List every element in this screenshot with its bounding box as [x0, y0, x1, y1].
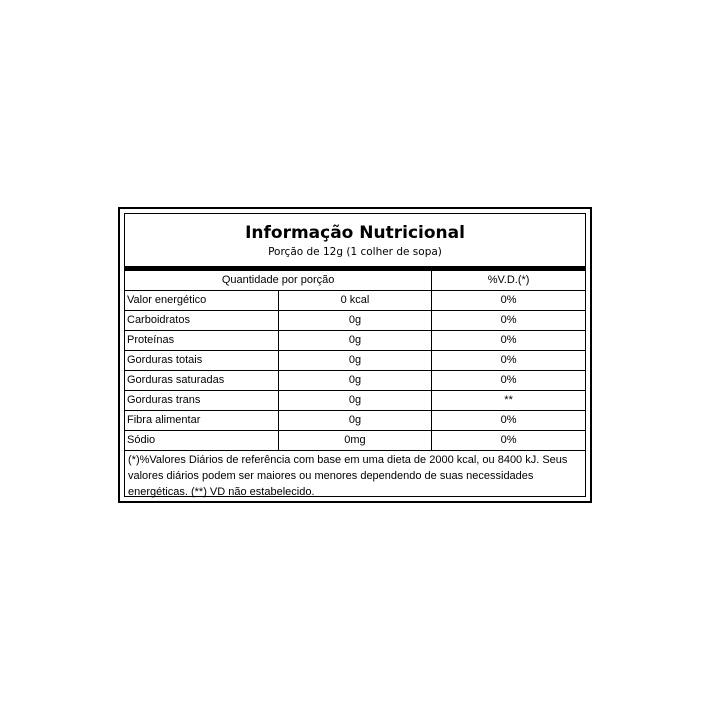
table-row	[125, 431, 585, 451]
label-header	[125, 214, 585, 271]
nutrient-amount: 0g	[278, 331, 431, 351]
table-row	[125, 331, 585, 351]
nutrient-dv: **	[432, 391, 585, 411]
table-row	[125, 311, 585, 331]
nutrient-name: Gorduras saturadas	[125, 371, 278, 391]
nutrient-amount: 0g	[278, 351, 431, 371]
nutrient-dv: 0%	[432, 371, 585, 391]
quantity-header: Quantidade por porção	[125, 271, 432, 291]
nutrient-name: Proteínas	[125, 331, 278, 351]
nutrient-name: Fibra alimentar	[125, 411, 278, 431]
nutrient-name: Gorduras trans	[125, 391, 278, 411]
table-row	[125, 351, 585, 371]
nutrient-dv: 0%	[432, 411, 585, 431]
table-row	[125, 291, 585, 311]
nutrient-dv: 0%	[432, 291, 585, 311]
nutrient-amount: 0mg	[278, 431, 431, 451]
nutrition-table	[125, 271, 585, 451]
nutrient-amount: 0g	[278, 411, 431, 431]
nutrient-name: Gorduras totais	[125, 351, 278, 371]
table-row	[125, 371, 585, 391]
nutrient-dv: 0%	[432, 331, 585, 351]
nutrient-dv: 0%	[432, 351, 585, 371]
dv-header: %V.D.(*)	[432, 271, 585, 291]
footnote: (*)%Valores Diários de referência com base em uma dieta de 2000 kcal, ou 8400 kJ. Seus valores diários podem ser maiores ou menores dependendo de suas necessidades energéticas. (**) VD não estabelecido.	[128, 454, 568, 498]
nutrient-name: Valor energético	[125, 291, 278, 311]
nutrient-name: Carboidratos	[125, 311, 278, 331]
nutrient-dv: 0%	[432, 311, 585, 331]
nutrient-amount: 0g	[278, 371, 431, 391]
table-header-row	[125, 271, 585, 291]
nutrient-dv: 0%	[432, 431, 585, 451]
nutrition-facts-inner-border	[124, 213, 586, 497]
label-title: Informação Nutricional	[245, 223, 465, 243]
portion-size: Porção de 12g (1 colher de sopa)	[268, 246, 442, 258]
table-row	[125, 391, 585, 411]
nutrient-name: Sódio	[125, 431, 278, 451]
table-row	[125, 411, 585, 431]
nutrition-facts-label	[118, 207, 592, 503]
nutrient-amount: 0g	[278, 311, 431, 331]
nutrient-amount: 0g	[278, 391, 431, 411]
nutrient-amount: 0 kcal	[278, 291, 431, 311]
